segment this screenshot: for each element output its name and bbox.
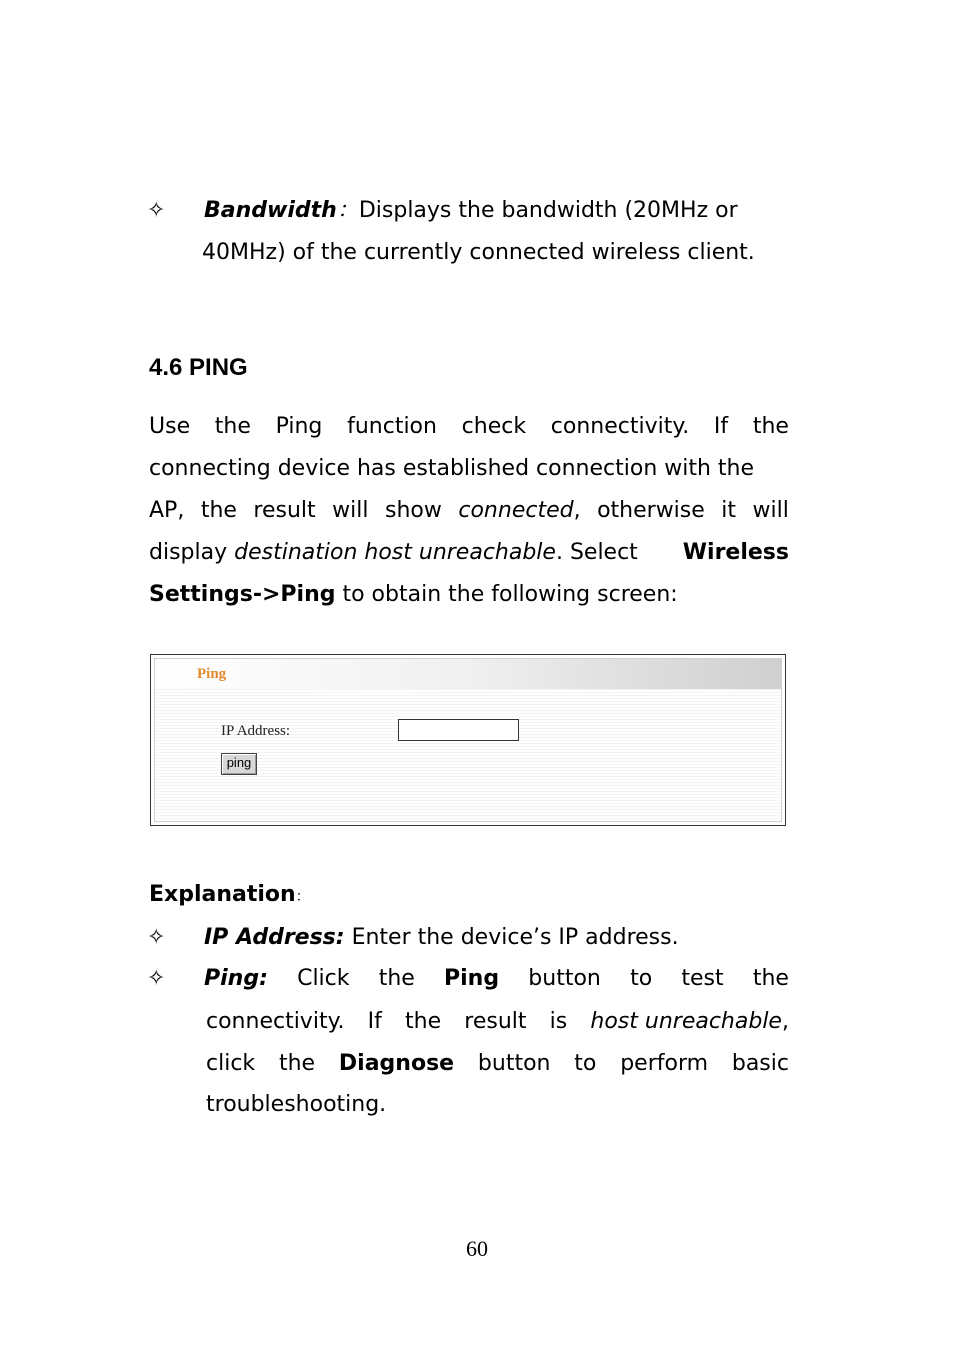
word: connectivity. xyxy=(550,414,690,439)
bold-text: Settings->Ping xyxy=(149,582,336,607)
word: connectivity. xyxy=(206,1009,345,1034)
word: button xyxy=(528,966,601,991)
para-line-4 xyxy=(149,540,789,566)
ping-header xyxy=(155,659,781,689)
ping-item-line-4: troubleshooting. xyxy=(206,1092,387,1117)
word: button xyxy=(477,1051,551,1076)
word: Ping xyxy=(275,414,323,439)
word: result xyxy=(253,498,316,523)
comma: , xyxy=(573,498,581,523)
word: click xyxy=(206,1051,256,1076)
comma: , xyxy=(781,1009,789,1034)
word: If xyxy=(713,414,729,439)
italic-phrase xyxy=(590,1009,789,1035)
bullet-icon: ✧ xyxy=(147,966,166,991)
ping-screenshot xyxy=(150,654,786,826)
bandwidth-line-2: 40MHz) of the currently connected wireless client. xyxy=(202,240,755,265)
explanation-sep: ： xyxy=(295,889,310,905)
section-heading: 4.6 PING xyxy=(149,354,248,381)
bandwidth-line-1 xyxy=(204,198,738,224)
word: is xyxy=(549,1009,568,1034)
word: the xyxy=(752,966,789,991)
bullet-icon: ✧ xyxy=(147,198,166,223)
italic-word: connected xyxy=(458,498,574,523)
word: Click xyxy=(297,966,350,991)
ping-form xyxy=(154,658,782,822)
bandwidth-desc: Displays the bandwidth (20MHz or xyxy=(358,198,738,223)
word: the xyxy=(214,414,251,439)
word: perform xyxy=(620,1051,709,1076)
ping-button[interactable]: ping xyxy=(221,753,257,775)
ping-item-line-3 xyxy=(206,1051,789,1077)
word: If xyxy=(367,1009,382,1034)
explanation-title: Explanation xyxy=(149,882,296,907)
word: test xyxy=(681,966,724,991)
bold-word: Ping xyxy=(444,966,500,991)
page-number: 60 xyxy=(466,1236,488,1261)
text: . Select xyxy=(555,540,638,565)
ip-address-input[interactable] xyxy=(398,719,519,741)
word: show xyxy=(385,498,442,523)
bullet-icon: ✧ xyxy=(147,925,166,950)
word: result xyxy=(464,1009,527,1034)
word: the xyxy=(200,498,237,523)
bandwidth-sep: ： xyxy=(336,198,359,223)
ip-address-label: IP Address: xyxy=(221,723,291,739)
bold-text: Wireless xyxy=(682,540,789,565)
ping-item-line-1 xyxy=(204,966,789,992)
text: to obtain the following screen: xyxy=(335,582,678,607)
word: otherwise xyxy=(597,498,705,523)
ping-title: Ping xyxy=(197,666,227,682)
bandwidth-term: Bandwidth xyxy=(204,198,337,223)
ip-address-item xyxy=(204,925,679,951)
explanation-heading xyxy=(149,882,310,910)
word: the xyxy=(405,1009,442,1034)
word: will xyxy=(752,498,789,523)
word: Use xyxy=(149,414,191,439)
word: the xyxy=(378,966,415,991)
bold-word: Diagnose xyxy=(338,1051,455,1076)
word: the xyxy=(752,414,789,439)
word: to xyxy=(630,966,653,991)
italic-text: host unreachable xyxy=(590,1009,782,1034)
word: it xyxy=(721,498,737,523)
para-line-1 xyxy=(149,414,789,440)
italic-text: destination host unreachable xyxy=(234,540,556,565)
italic-connected xyxy=(458,498,580,524)
word: function xyxy=(347,414,437,439)
word: will xyxy=(332,498,369,523)
term: IP Address: xyxy=(204,925,345,950)
word: AP, xyxy=(149,498,185,523)
para-line-2: connecting device has established connection with the xyxy=(149,456,755,481)
term: Ping: xyxy=(204,966,268,991)
para-line-5 xyxy=(149,582,678,608)
word: the xyxy=(278,1051,316,1076)
word: to xyxy=(574,1051,597,1076)
para-line-3 xyxy=(149,498,789,524)
ping-item-line-2 xyxy=(206,1009,789,1035)
desc: Enter the device’s IP address. xyxy=(344,925,679,950)
word: basic xyxy=(731,1051,789,1076)
word: check xyxy=(461,414,527,439)
text: display xyxy=(149,540,235,565)
